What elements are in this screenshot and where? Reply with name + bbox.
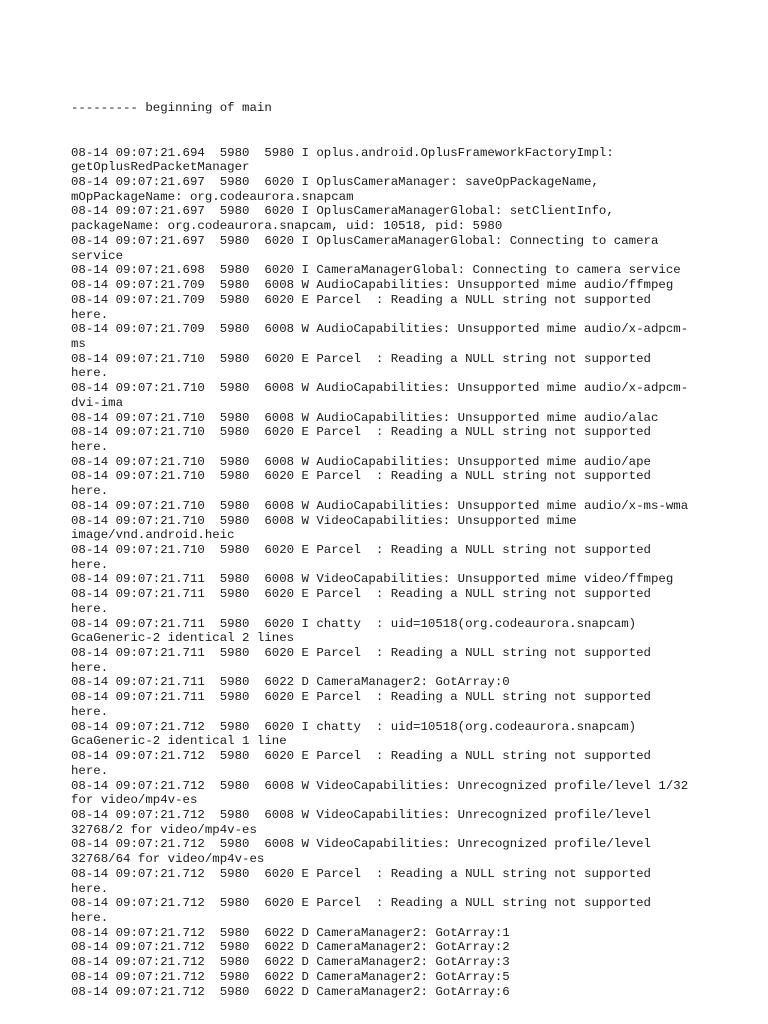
log-line: 08-14 09:07:21.712 5980 6020 E Parcel : Reading a NULL string not supported: [71, 896, 651, 911]
log-line: service: [71, 248, 124, 263]
log-line: dvi-ima: [71, 395, 124, 410]
log-line: 08-14 09:07:21.710 5980 6020 E Parcel : Reading a NULL string not supported: [71, 469, 651, 484]
log-line: 08-14 09:07:21.711 5980 6020 I chatty : uid=10518(org.codeaurora.snapcam): [71, 616, 637, 631]
log-line: ms: [71, 336, 86, 351]
log-line: 08-14 09:07:21.712 5980 6020 E Parcel : Reading a NULL string not supported: [71, 749, 651, 764]
log-line: 08-14 09:07:21.709 5980 6008 W AudioCapabilities: Unsupported mime audio/x-adpcm-: [71, 322, 689, 337]
log-line: 08-14 09:07:21.711 5980 6020 E Parcel : Reading a NULL string not supported: [71, 646, 651, 661]
log-line: 08-14 09:07:21.712 5980 6020 E Parcel : Reading a NULL string not supported: [71, 866, 651, 881]
log-line: 08-14 09:07:21.709 5980 6008 W AudioCapabilities: Unsupported mime audio/ffmpeg: [71, 278, 674, 293]
log-line: here.: [71, 704, 109, 719]
log-line: 08-14 09:07:21.711 5980 6008 W VideoCapabilities: Unsupported mime video/ffmpeg: [71, 572, 674, 587]
log-line: here.: [71, 881, 109, 896]
log-line: here.: [71, 557, 109, 572]
log-text: [71, 72, 711, 999]
log-line: here.: [71, 484, 109, 499]
log-line: getOplusRedPacketManager: [71, 160, 250, 175]
log-line: for video/mp4v-es: [71, 793, 198, 808]
log-line: 08-14 09:07:21.712 5980 6008 W VideoCapabilities: Unrecognized profile/level 1/32: [71, 778, 689, 793]
log-line: here.: [71, 307, 109, 322]
log-line: 08-14 09:07:21.712 5980 6022 D CameraManager2: GotArray:3: [71, 955, 510, 970]
log-line: 08-14 09:07:21.712 5980 6020 I chatty : uid=10518(org.codeaurora.snapcam): [71, 719, 637, 734]
log-line: 08-14 09:07:21.712 5980 6022 D CameraManager2: GotArray:5: [71, 969, 510, 984]
log-line: 08-14 09:07:21.710 5980 6008 W VideoCapabilities: Unsupported mime: [71, 513, 577, 528]
log-line: 32768/64 for video/mp4v-es: [71, 852, 265, 867]
log-line: 08-14 09:07:21.710 5980 6020 E Parcel : Reading a NULL string not supported: [71, 543, 651, 557]
log-line: GcaGeneric-2 identical 1 line: [71, 734, 287, 749]
log-line: here.: [71, 366, 109, 381]
log-line: 08-14 09:07:21.694 5980 5980 I oplus.android.OplusFrameworkFactoryImpl:: [71, 145, 614, 160]
log-line: 08-14 09:07:21.712 5980 6008 W VideoCapabilities: Unrecognized profile/level: [71, 837, 651, 852]
log-line: here.: [71, 601, 109, 616]
log-line: 08-14 09:07:21.697 5980 6020 I OplusCameraManager: saveOpPackageName,: [71, 175, 599, 190]
log-line: 08-14 09:07:21.710 5980 6008 W AudioCapabilities: Unsupported mime audio/alac: [71, 410, 659, 425]
log-line: 08-14 09:07:21.697 5980 6020 I OplusCameraManagerGlobal: setClientInfo,: [71, 204, 614, 219]
log-line: here.: [71, 763, 109, 778]
log-line: 08-14 09:07:21.712 5980 6022 D CameraManager2: GotArray:6: [71, 984, 510, 999]
log-line: here.: [71, 910, 109, 925]
log-line: GcaGeneric-2 identical 2 lines: [71, 631, 295, 646]
log-line: here.: [71, 439, 109, 454]
log-line: 08-14 09:07:21.710 5980 6008 W AudioCapabilities: Unsupported mime audio/x-adpcm-: [71, 381, 689, 396]
log-line: 32768/2 for video/mp4v-es: [71, 822, 257, 837]
log-line: 08-14 09:07:21.710 5980 6008 W AudioCapabilities: Unsupported mime audio/ape: [71, 454, 651, 469]
log-line: 08-14 09:07:21.710 5980 6020 E Parcel : Reading a NULL string not supported: [71, 351, 651, 366]
log-line: 08-14 09:07:21.712 5980 6008 W VideoCapabilities: Unrecognized profile/level: [71, 807, 651, 822]
log-line: image/vnd.android.heic: [71, 528, 235, 543]
log-line: 08-14 09:07:21.711 5980 6020 E Parcel : Reading a NULL string not supported: [71, 587, 651, 602]
log-line: 08-14 09:07:21.710 5980 6008 W AudioCapabilities: Unsupported mime audio/x-ms-wma: [71, 498, 689, 513]
log-line: 08-14 09:07:21.711 5980 6020 E Parcel : Reading a NULL string not supported: [71, 690, 651, 705]
log-line: 08-14 09:07:21.711 5980 6022 D CameraManager2: GotArray:0: [71, 675, 510, 690]
log-line: here.: [71, 660, 109, 675]
log-line: 08-14 09:07:21.698 5980 6020 I CameraManagerGlobal: Connecting to camera service: [71, 263, 681, 278]
log-line: packageName: org.codeaurora.snapcam, uid: 10518, pid: 5980: [71, 219, 503, 234]
log-line: 08-14 09:07:21.709 5980 6020 E Parcel : Reading a NULL string not supported: [71, 292, 651, 307]
log-header: --------- beginning of main: [71, 101, 272, 116]
log-line: 08-14 09:07:21.712 5980 6022 D CameraManager2: GotArray:1: [71, 925, 510, 940]
log-line: 08-14 09:07:21.710 5980 6020 E Parcel : Reading a NULL string not supported: [71, 425, 651, 440]
log-line: 08-14 09:07:21.712 5980 6022 D CameraManager2: GotArray:2: [71, 940, 510, 955]
log-line: 08-14 09:07:21.697 5980 6020 I OplusCameraManagerGlobal: Connecting to camera: [71, 233, 659, 248]
log-line: mOpPackageName: org.codeaurora.snapcam: [71, 189, 354, 204]
